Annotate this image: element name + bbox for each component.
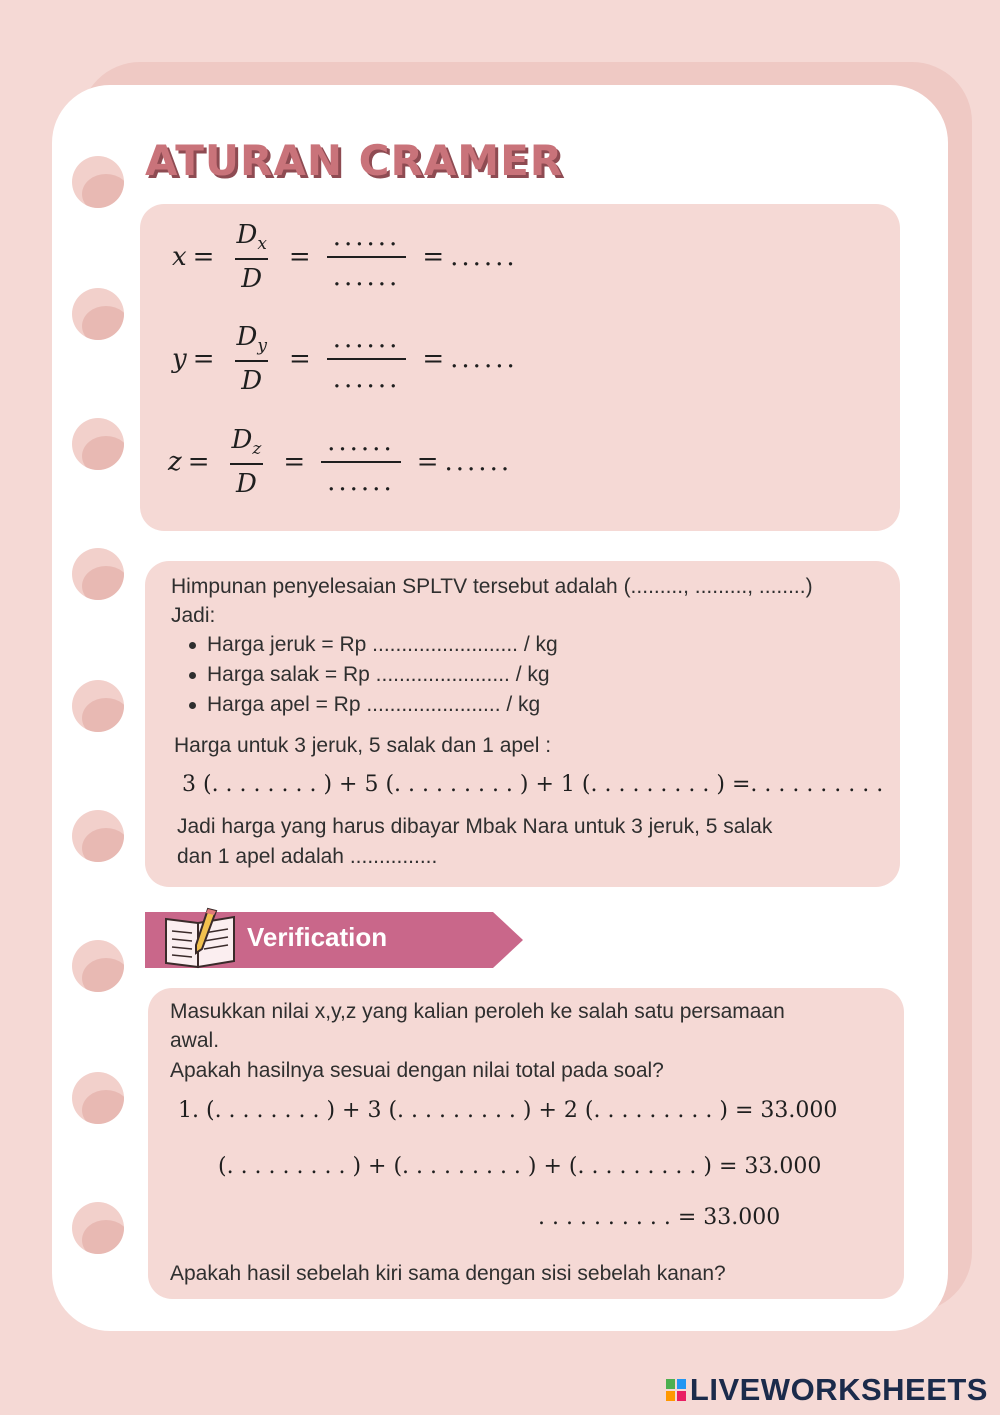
fraction-dx-d: $\frac{D_x}{D}$ (236, 220, 267, 294)
binder-ring (72, 1202, 124, 1254)
price-equation[interactable]: 3 (. . . . . . . . ) + 5 (. . . . . . . . . ) + 1 (. . . . . . . . . ) =. . . . . . . . . . (182, 772, 884, 797)
variable-label: y (172, 344, 187, 374)
variable-label: x (172, 242, 187, 272)
fraction-blank: $\frac{......}{......}$ (321, 427, 401, 497)
verification-intro-1: Masukkan nilai x,y,z yang kalian peroleh ke salah satu persamaan (170, 1000, 785, 1023)
liveworksheets-logo: LIVEWORKSHEETS (666, 1372, 988, 1408)
verification-closing: Apakah hasil sebelah kiri sama dengan sisi sebelah kanan? (170, 1262, 726, 1285)
cramer-row-y: y = $\frac{D_y}{D}$ = $\frac{......}{......}$ = ...... (172, 322, 518, 396)
verification-eq-2[interactable]: (. . . . . . . . . ) + (. . . . . . . . . ) + (. . . . . . . . . ) = 33.000 (218, 1154, 822, 1179)
verification-intro-2: awal. (170, 1029, 220, 1052)
conclusion-line-1: Jadi harga yang harus dibayar Mbak Nara untuk 3 jeruk, 5 salak (177, 815, 773, 838)
result-blank[interactable]: ...... (444, 447, 513, 477)
binder-ring (72, 940, 124, 992)
cramer-row-x: x = $\frac{D_x}{D}$ = $\frac{......}{......}$ = ...... (172, 220, 518, 294)
binder-ring (72, 810, 124, 862)
variable-label: z (168, 447, 182, 477)
fraction-blank: $\frac{......}{......}$ (327, 222, 407, 292)
verification-eq-3[interactable]: . . . . . . . . . . = 33.000 (538, 1205, 781, 1230)
binder-ring (72, 418, 124, 470)
result-blank[interactable]: ...... (450, 344, 518, 374)
binder-ring (72, 288, 124, 340)
binder-ring (72, 680, 124, 732)
binder-ring (72, 548, 124, 600)
conclusion-line-2[interactable]: dan 1 apel adalah ............... (177, 845, 438, 868)
cramer-row-z: z = $\frac{D_z}{D}$ = $\frac{......}{......}$ = ...... (168, 425, 513, 499)
fraction-blank: $\frac{......}{......}$ (327, 324, 407, 394)
brand-mark-icon (666, 1379, 686, 1401)
verification-question: Apakah hasilnya sesuai dengan nilai total pada soal? (170, 1059, 664, 1082)
fraction-dy-d: $\frac{D_y}{D}$ (236, 322, 267, 396)
list-item-jeruk[interactable]: Harga jeruk = Rp ......................... / kg (171, 630, 558, 660)
binder-ring (72, 1072, 124, 1124)
list-item-salak[interactable]: Harga salak = Rp ....................... / kg (171, 660, 558, 690)
verification-eq-1[interactable]: 1. (. . . . . . . . ) + 3 (. . . . . . . . . ) + 2 (. . . . . . . . . ) = 33.000 (178, 1098, 838, 1123)
list-item-apel[interactable]: Harga apel = Rp ....................... / kg (171, 690, 558, 720)
binder-ring (72, 156, 124, 208)
page-title: ATURAN CRAMER (145, 136, 564, 185)
result-blank[interactable]: ...... (450, 242, 518, 272)
verification-box (148, 988, 904, 1299)
himpunan-text: Himpunan penyelesaian SPLTV tersebut adalah (........., ........., ........) (171, 575, 813, 598)
verification-label: Verification (247, 922, 388, 952)
book-pencil-icon (162, 905, 240, 971)
price-list (171, 630, 558, 720)
fraction-dz-d: $\frac{D_z}{D}$ (231, 425, 262, 499)
harga-label: Harga untuk 3 jeruk, 5 salak dan 1 apel : (174, 734, 552, 757)
jadi-label: Jadi: (171, 604, 216, 627)
